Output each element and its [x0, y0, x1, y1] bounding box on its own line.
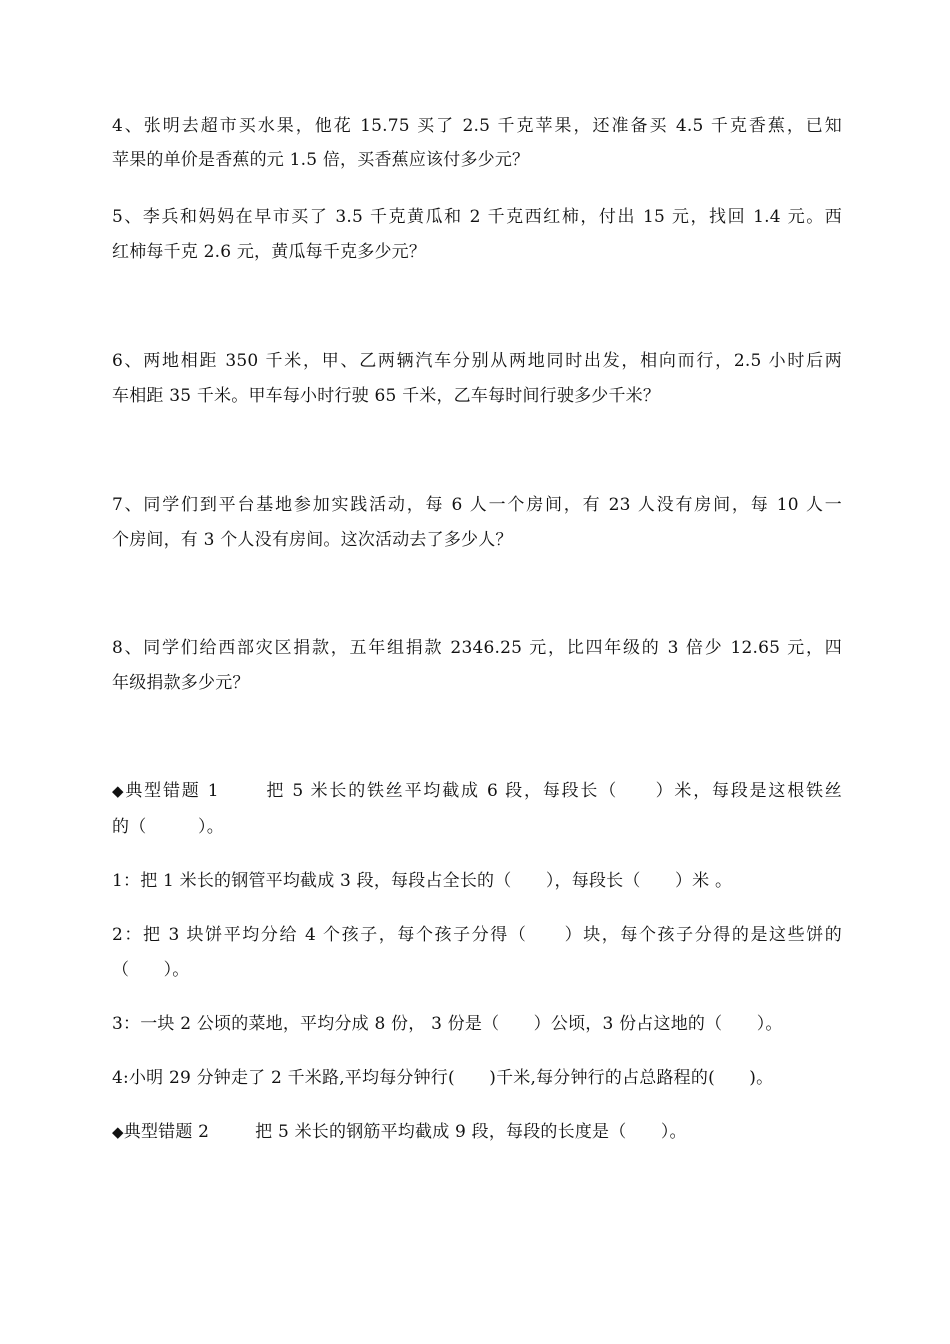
typical-error-1-line-2: 的（ ）。 — [112, 817, 224, 837]
problem-8-line-2: 年级捐款多少元？ — [112, 673, 250, 693]
problem-7-line-1: 7、同学们到平台基地参加实践活动，每 6 人一个房间，有 23 人没有房间，每 10 人一 — [112, 495, 842, 515]
problem-4-line-1: 4、张明去超市买水果，他花 15.75 买了 2.5 千克苹果，还准备买 4.5 千克香蕉，已知 — [112, 116, 842, 136]
typical-error-1-sub-1: 1：把 1 米长的钢管平均截成 3 段，每段占全长的（ ），每段长（ ）米 。 — [112, 871, 733, 891]
diamond-icon: ◆ — [112, 782, 124, 800]
problem-6-line-2: 车相距 35 千米。甲车每小时行驶 65 千米，乙车每时间行驶多少千米？ — [112, 386, 661, 406]
problem-4-line-2: 苹果的单价是香蕉的元 1.5 倍，买香蕉应该付多少元？ — [112, 150, 530, 170]
typical-error-1-text: 把 5 米长的铁丝平均截成 6 段，每段长（ ）米，每段是这根铁丝 — [264, 781, 843, 801]
typical-error-1-line-1 — [112, 779, 842, 803]
diamond-icon: ◆ — [112, 1123, 124, 1141]
typical-error-1-sub-2-line-1: 2：把 3 块饼平均分给 4 个孩子，每个孩子分得（ ）块，每个孩子分得的是这些饼的 — [112, 925, 842, 945]
problem-7-line-2: 个房间，有 3 个人没有房间。这次活动去了多少人？ — [112, 530, 513, 550]
typical-error-2-title: 典型错题 2 — [123, 1122, 210, 1142]
problem-5-line-2: 红柿每千克 2.6 元，黄瓜每千克多少元？ — [112, 242, 427, 262]
typical-error-1-sub-3: 3：一块 2 公顷的菜地，平均分成 8 份， 3 份是（ ）公顷，3 份占这地的（ ）。 — [112, 1014, 783, 1034]
problem-5-line-1: 5、李兵和妈妈在早市买了 3.5 千克黄瓜和 2 千克西红柿，付出 15 元，找回 1.4 元。西 — [112, 207, 842, 227]
typical-error-1-title: 典型错题 1 — [123, 781, 219, 801]
typical-error-1-sub-2-line-2: （ ）。 — [112, 960, 190, 980]
problem-8-line-1: 8、同学们给西部灾区捐款，五年组捐款 2346.25 元，比四年级的 3 倍少 12.65 元，四 — [112, 638, 842, 658]
problem-6-line-1: 6、两地相距 350 千米，甲、乙两辆汽车分别从两地同时出发，相向而行，2.5 小时后两 — [112, 351, 842, 371]
typical-error-1-sub-4: 4:小明 29 分钟走了 2 千米路,平均每分钟行( )千米,每分钟行的占总路程的( )。 — [112, 1068, 774, 1088]
typical-error-2-line-1 — [112, 1120, 842, 1144]
typical-error-2-text: 把 5 米长的钢筋平均截成 9 段，每段的长度是（ ）。 — [255, 1122, 687, 1142]
